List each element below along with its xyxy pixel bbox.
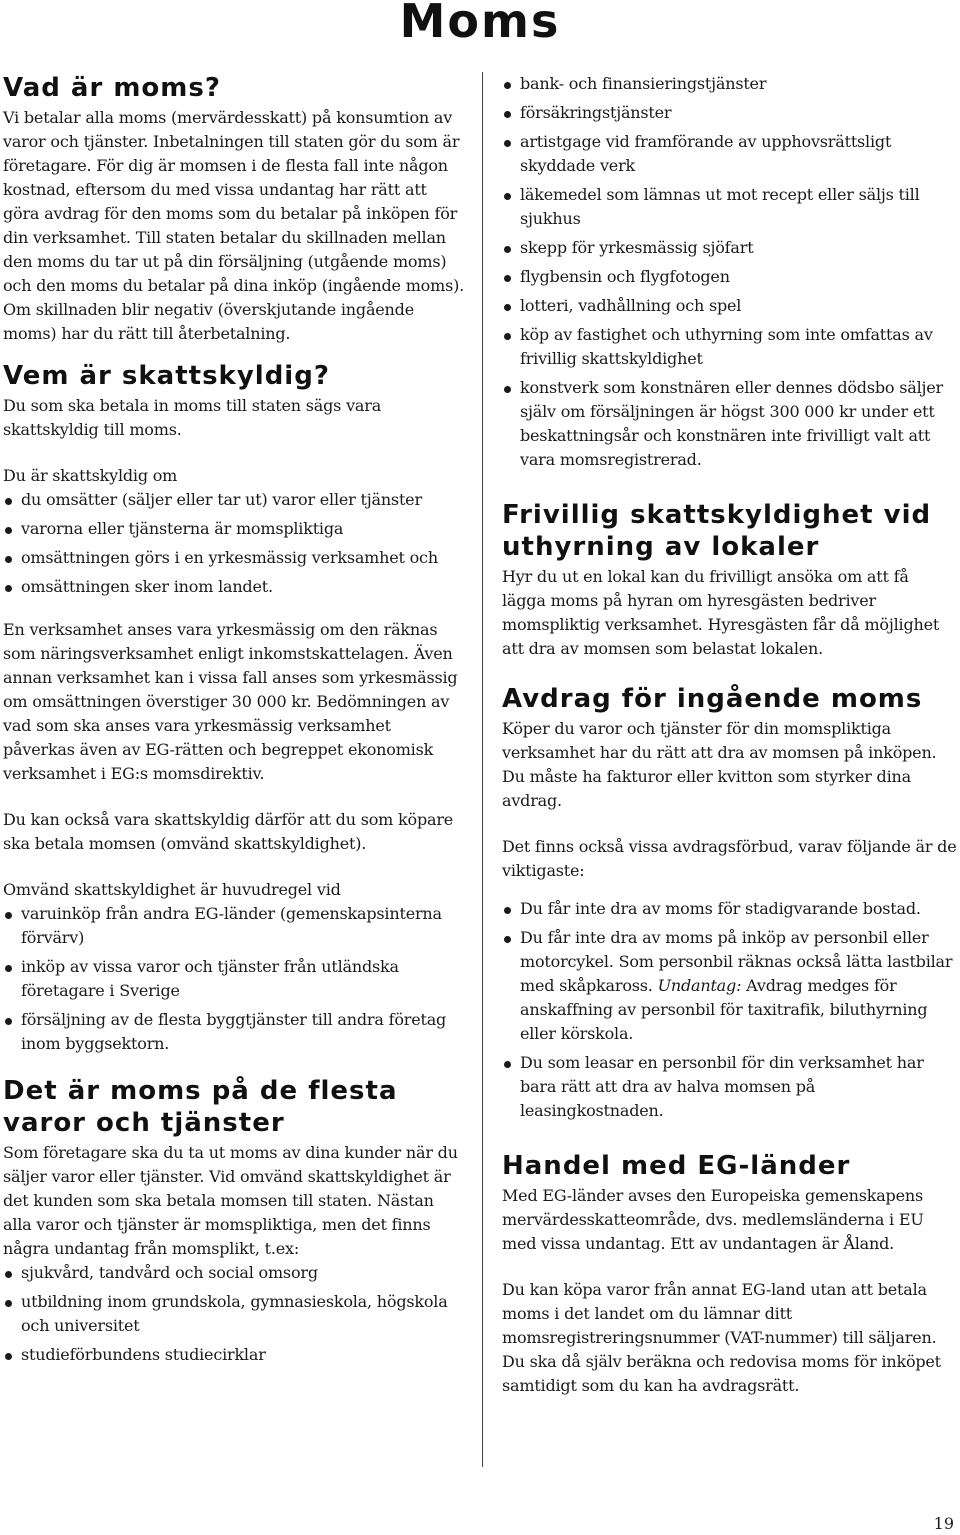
page-title: Moms — [399, 0, 561, 48]
undantag-label: Undantag: — [657, 976, 742, 995]
avdragsforbud-intro: Det finns också vissa avdragsförbud, varav följande är de viktigaste: — [502, 837, 957, 880]
undantag-list-continued — [502, 72, 957, 472]
omvand-text: Du kan också vara skattskyldig därför att du som köpare ska betala momsen (omvänd skattskyldighet). — [3, 810, 454, 853]
heading-moms-pa-flesta: Det är moms på de flesta varor och tjänster — [3, 1076, 398, 1138]
page-number: 19 — [933, 1514, 954, 1533]
omvand-intro: Omvänd skattskyldighet är huvudregel vid — [3, 880, 341, 899]
list-item: försäkringstjänster — [502, 101, 957, 125]
list-item: köp av fastighet och uthyrning som inte omfattas av frivillig skattskyldighet — [502, 323, 957, 371]
flesta-text: Som företagare ska du ta ut moms av dina kunder när du säljer varor eller tjänster. Vid omvänd skattskyldighet är det kunden som ska betala momsen till staten. Nästan alla varor och tjänster är momspliktiga, men det finns några undantag från momsplikt, t.ex: — [3, 1143, 458, 1258]
heading-frivillig-skattskyldighet: Frivillig skattskyldighet vid uthyrning av lokaler — [502, 500, 932, 562]
right-column — [502, 72, 957, 1398]
heading-handel-eg: Handel med EG-länder — [502, 1151, 851, 1181]
list-item — [502, 926, 957, 1046]
list-item: artistgage vid framförande av upphovsrättsligt skyddade verk — [502, 130, 957, 178]
yrkesmassig-text: En verksamhet anses vara yrkesmässig om den räknas som näringsverksamhet enligt inkomstskattelagen. Även annan verksamhet kan i vissa fall anses som yrkesmässig om omsättningen överstiger 30 000 kr. Bedömningen av vad som ska anses vara yrkesmässig verksamhet påverkas även av EG-rätten och begreppet ekonomisk verksamhet i EG:s momsdirektiv. — [3, 620, 458, 783]
column-divider — [482, 72, 483, 1467]
list-item: omsättningen görs i en yrkesmässig verksamhet och — [3, 546, 465, 570]
vem-text: Du som ska betala in moms till staten sägs vara skattskyldig till moms. — [3, 396, 382, 439]
list-item: studieförbundens studiecirklar — [3, 1343, 465, 1367]
list-item: försäljning av de flesta byggtjänster till andra företag inom byggsektorn. — [3, 1008, 465, 1056]
omvand-list — [3, 902, 465, 1056]
avdragsforbud-list — [502, 897, 957, 1123]
list-item: bank- och finansieringstjänster — [502, 72, 957, 96]
avdrag-text: Köper du varor och tjänster för din momspliktiga verksamhet har du rätt att dra av momsen på inköpen. Du måste ha fakturor eller kvitton som styrker dina avdrag. — [502, 719, 937, 810]
list-item: Du får inte dra av moms för stadigvarande bostad. — [502, 897, 957, 921]
list-item: inköp av vissa varor och tjänster från utländska företagare i Sverige — [3, 955, 465, 1003]
list-item: Du som leasar en personbil för din verksamhet har bara rätt att dra av halva momsen på leasingkostnaden. — [502, 1051, 957, 1123]
undantag-list — [3, 1261, 465, 1367]
list-item: varorna eller tjänsterna är momspliktiga — [3, 517, 465, 541]
handel-text: Med EG-länder avses den Europeiska gemenskapens mervärdesskatteområde, dvs. medlemsländerna i EU med vissa undantag. Ett av undantagen är Åland. — [502, 1186, 924, 1253]
heading-vad-ar-moms: Vad är moms? — [3, 73, 221, 103]
item-text: Du får inte dra av moms på inköp av personbil eller motorcykel. Som personbil räknas också lätta lastbilar med skåpkaross. — [520, 928, 953, 995]
list-item: flygbensin och flygfotogen — [502, 265, 957, 289]
frivillig-text: Hyr du ut en lokal kan du frivilligt ansöka om att få lägga moms på hyran om hyresgästen bedriver momspliktig verksamhet. Hyresgästen får då möjlighet att dra av momsen som belastat lokalen. — [502, 567, 940, 658]
vad-ar-moms-text: Vi betalar alla moms (mervärdesskatt) på konsumtion av varor och tjänster. Inbetalningen till staten gör du som är företagare. För dig är momsen i de flesta fall inte någon kostnad, eftersom du med vissa undantag har rätt att göra avdrag för den moms som du betalar på inköpen för din verksamhet. Till staten betalar du skillnaden mellan den moms du tar ut på din försäljning (utgående moms) och den moms du betalar på dina inköp (ingående moms). Om skillnaden blir negativ (överskjutande ingående moms) har du rätt till återbetalning. — [3, 108, 465, 343]
left-column — [3, 72, 465, 1372]
list-item: sjukvård, tandvård och social omsorg — [3, 1261, 465, 1285]
list-item: skepp för yrkesmässig sjöfart — [502, 236, 957, 260]
list-item: konstverk som konstnären eller dennes dödsbo säljer själv om försäljningen är högst 300 000 kr under ett beskattningsår och konstnären inte frivilligt valt att vara momsregistrerad. — [502, 376, 957, 472]
list-item: varuinköp från andra EG-länder (gemenskapsinterna förvärv) — [3, 902, 465, 950]
item-text: Avdrag medges för anskaffning av personbil för taxitrafik, biluthyrning eller körskola. — [520, 976, 928, 1043]
heading-vem-ar-skattskyldig: Vem är skattskyldig? — [3, 361, 330, 391]
heading-avdrag-ingaende-moms: Avdrag för ingående moms — [502, 684, 923, 714]
skattskyldig-list — [3, 488, 465, 599]
list-item: omsättningen sker inom landet. — [3, 575, 465, 599]
list-item: lotteri, vadhållning och spel — [502, 294, 957, 318]
skattskyldig-intro: Du är skattskyldig om — [3, 466, 178, 485]
handel-text-2: Du kan köpa varor från annat EG-land utan att betala moms i det landet om du lämnar ditt momsregistreringsnummer (VAT-nummer) till säljaren. Du ska då själv beräkna och redovisa moms för inköpet samtidigt som du kan ha avdragsrätt. — [502, 1280, 941, 1395]
list-item: utbildning inom grundskola, gymnasieskola, högskola och universitet — [3, 1290, 465, 1338]
list-item: läkemedel som lämnas ut mot recept eller säljs till sjukhus — [502, 183, 957, 231]
list-item: du omsätter (säljer eller tar ut) varor eller tjänster — [3, 488, 465, 512]
